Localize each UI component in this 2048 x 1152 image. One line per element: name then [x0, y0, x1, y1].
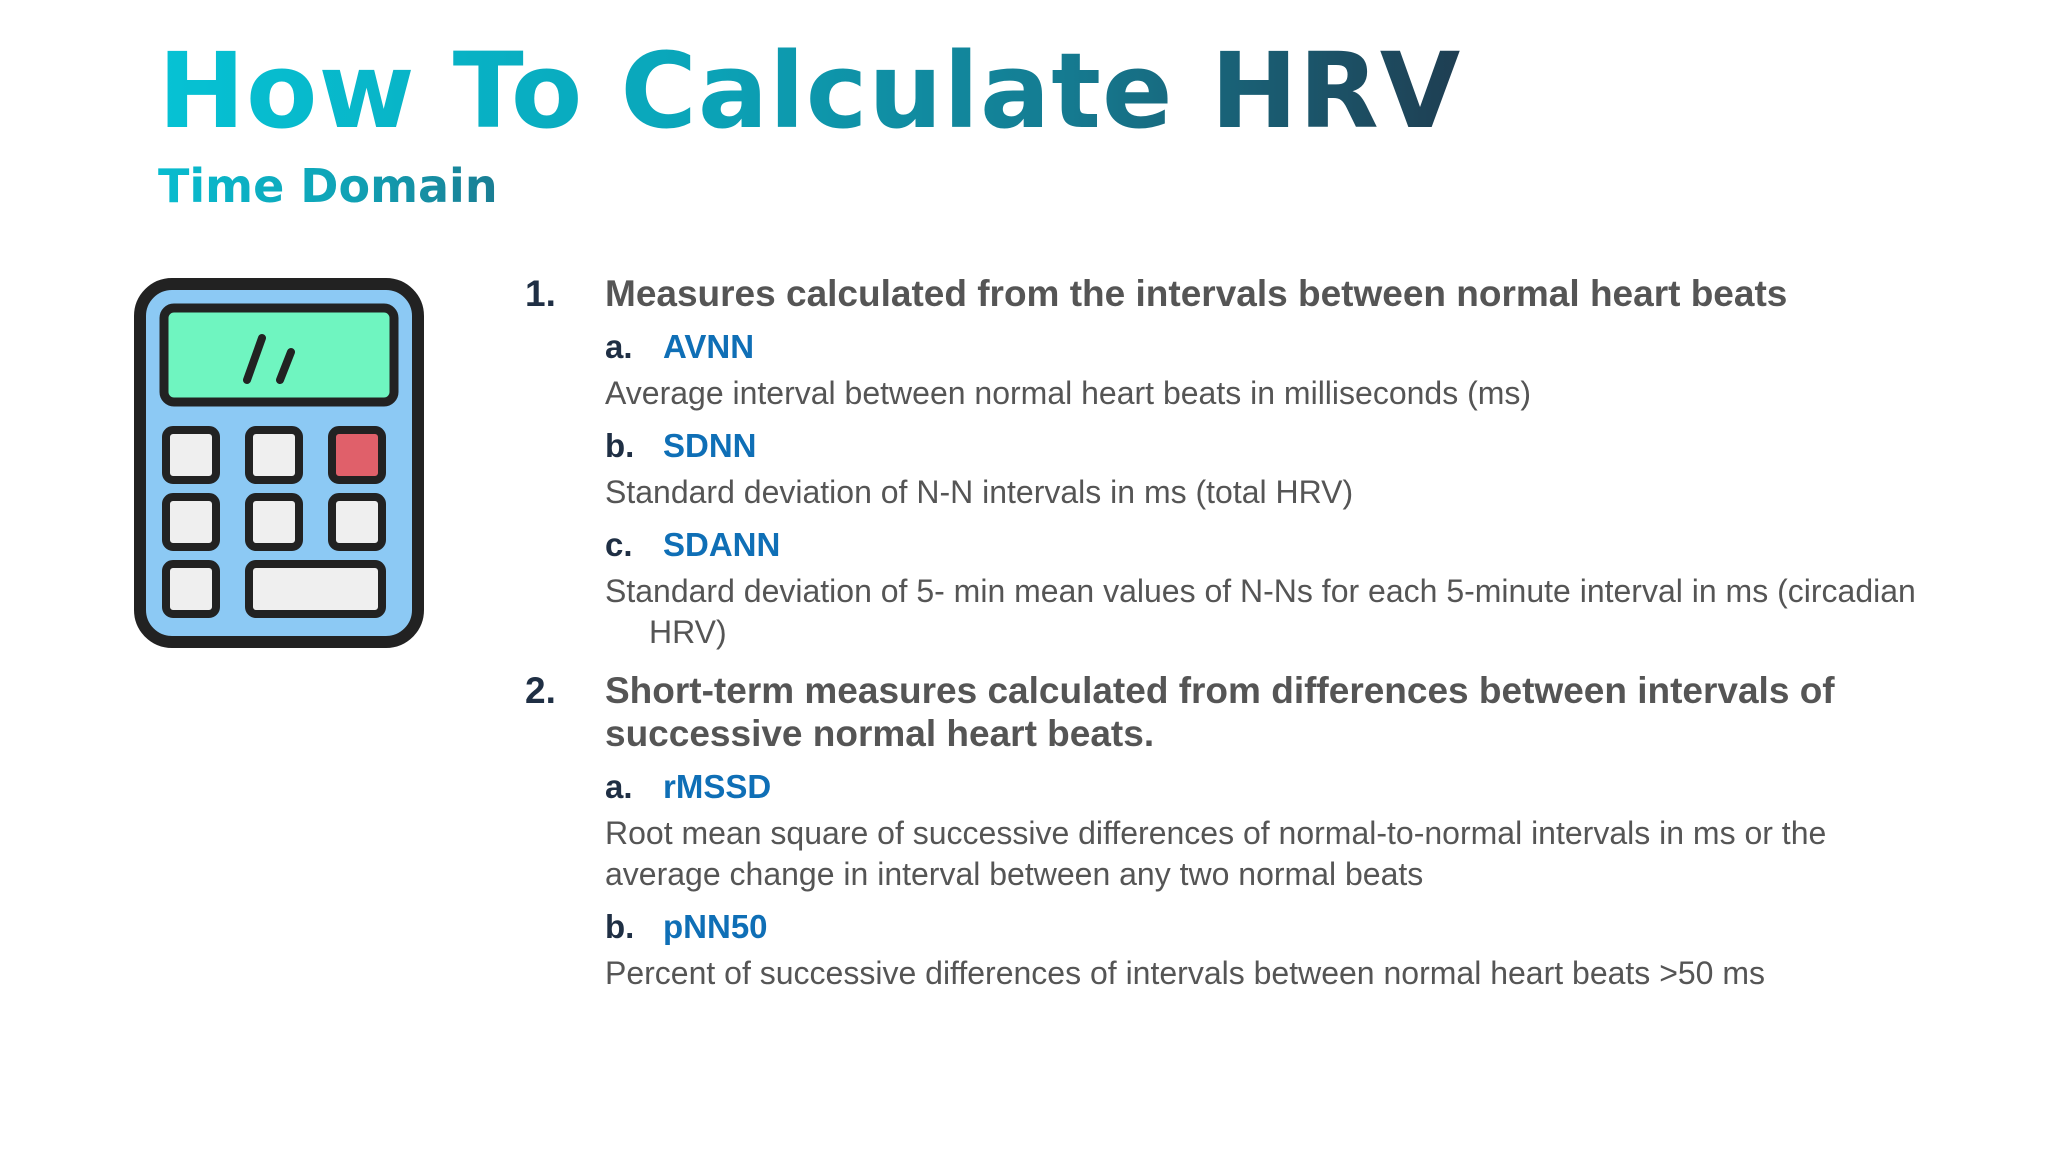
sub-item-description: Standard deviation of 5- min mean values of N-Ns for each 5-minute interval in ms (circadian HRV) — [605, 573, 1916, 650]
calculator-key — [249, 497, 299, 547]
calculator-key-accent — [332, 430, 382, 480]
sub-item — [605, 324, 1940, 414]
sub-item-letter: b. — [605, 427, 635, 464]
sub-item — [605, 423, 1940, 513]
calculator-key — [249, 430, 299, 480]
sub-item — [605, 904, 1940, 994]
sub-item-description: Percent of successive differences of intervals between normal heart beats >50 ms — [605, 955, 1766, 991]
page-title: How To Calculate HRV — [158, 26, 1461, 156]
sub-item-label: SDANN — [663, 526, 781, 563]
list-item — [520, 272, 1940, 653]
item-heading: Short-term measures calculated from differences between intervals of successive normal heart beats. — [605, 670, 1835, 754]
sub-item-label: pNN50 — [663, 908, 768, 945]
item-number: 2. — [525, 670, 556, 711]
sub-item-label: AVNN — [663, 328, 755, 365]
calculator-key-wide — [249, 564, 382, 614]
sub-item-letter: a. — [605, 768, 633, 805]
sub-item-description: Standard deviation of N-N intervals in ms (total HRV) — [605, 474, 1354, 510]
calculator-display — [164, 308, 394, 402]
sub-item — [605, 764, 1940, 895]
sub-item-label: SDNN — [663, 427, 757, 464]
page-subtitle: Time Domain — [158, 156, 498, 216]
item-number: 1. — [525, 273, 556, 314]
sub-item-description: Average interval between normal heart beats in milliseconds (ms) — [605, 375, 1532, 411]
sub-item-label: rMSSD — [663, 768, 772, 805]
sub-item-letter: a. — [605, 328, 633, 365]
calculator-icon — [134, 278, 424, 648]
content-list — [520, 272, 1940, 1010]
calculator-key — [166, 564, 216, 614]
list-item — [520, 669, 1940, 994]
sub-item-description: Root mean square of successive differences of normal-to-normal intervals in ms or the average change in interval between any two normal beats — [605, 815, 1827, 892]
calculator-key — [332, 497, 382, 547]
sub-item-letter: c. — [605, 526, 633, 563]
calculator-key — [166, 497, 216, 547]
sub-item — [605, 522, 1940, 653]
item-heading: Measures calculated from the intervals between normal heart beats — [605, 273, 1788, 314]
calculator-key — [166, 430, 216, 480]
sub-item-letter: b. — [605, 908, 635, 945]
